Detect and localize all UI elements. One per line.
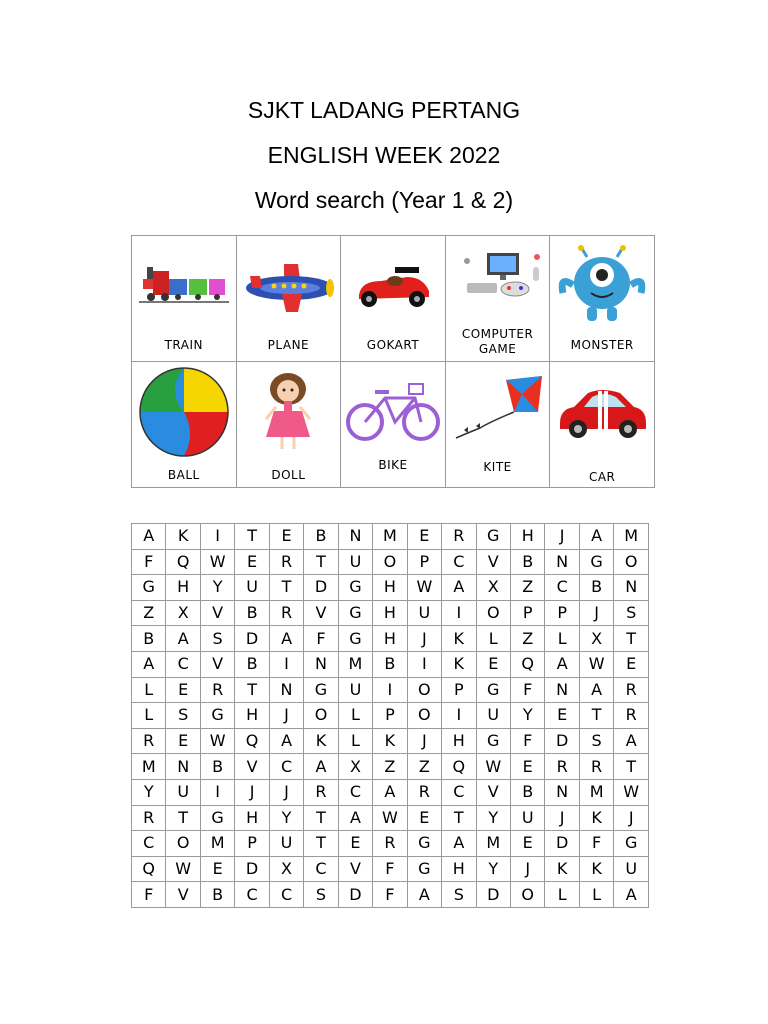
grid-letter-cell[interactable]: D	[304, 575, 338, 601]
grid-letter-cell[interactable]: I	[269, 651, 303, 677]
grid-letter-cell[interactable]: K	[442, 651, 476, 677]
grid-letter-cell[interactable]: E	[235, 549, 269, 575]
word-search-grid	[131, 523, 649, 908]
grid-letter-cell[interactable]: S	[579, 728, 613, 754]
grid-letter-cell[interactable]: V	[200, 651, 234, 677]
grid-letter-cell[interactable]: E	[476, 651, 510, 677]
grid-letter-cell[interactable]: R	[269, 549, 303, 575]
grid-letter-cell[interactable]: T	[166, 805, 200, 831]
grid-letter-cell[interactable]: G	[579, 549, 613, 575]
grid-letter-cell[interactable]: Y	[510, 703, 544, 729]
grid-letter-cell[interactable]: D	[338, 882, 372, 908]
grid-letter-cell[interactable]: L	[338, 728, 372, 754]
grid-letter-cell[interactable]: L	[476, 626, 510, 652]
grid-letter-cell[interactable]: Z	[373, 754, 407, 780]
grid-letter-cell[interactable]: M	[200, 831, 234, 857]
grid-letter-cell[interactable]: I	[407, 651, 441, 677]
picture-label: TRAIN	[164, 338, 203, 352]
grid-letter-cell[interactable]: E	[614, 651, 649, 677]
grid-letter-cell[interactable]: D	[476, 882, 510, 908]
grid-row	[132, 728, 649, 754]
car-icon	[554, 379, 650, 443]
grid-row	[132, 651, 649, 677]
grid-row	[132, 549, 649, 575]
grid-letter-cell[interactable]: E	[545, 703, 579, 729]
grid-letter-cell[interactable]: F	[510, 677, 544, 703]
grid-letter-cell[interactable]: H	[373, 575, 407, 601]
grid-letter-cell[interactable]: Q	[166, 549, 200, 575]
picture-label: GOKART	[366, 338, 420, 352]
grid-letter-cell[interactable]: X	[269, 856, 303, 882]
grid-letter-cell[interactable]: C	[545, 575, 579, 601]
grid-letter-cell[interactable]: R	[614, 677, 649, 703]
grid-letter-cell[interactable]: L	[545, 882, 579, 908]
grid-letter-cell[interactable]: Z	[510, 575, 544, 601]
grid-letter-cell[interactable]: B	[132, 626, 166, 652]
grid-letter-cell[interactable]: X	[338, 754, 372, 780]
grid-letter-cell[interactable]: A	[132, 651, 166, 677]
grid-letter-cell[interactable]: V	[476, 779, 510, 805]
picture-label: BALL	[167, 468, 200, 482]
grid-letter-cell[interactable]: U	[476, 703, 510, 729]
grid-letter-cell[interactable]: E	[510, 754, 544, 780]
grid-letter-cell[interactable]: F	[373, 856, 407, 882]
grid-letter-cell[interactable]: A	[338, 805, 372, 831]
grid-letter-cell[interactable]: E	[407, 805, 441, 831]
grid-letter-cell[interactable]: L	[579, 882, 613, 908]
grid-letter-cell[interactable]: K	[579, 856, 613, 882]
grid-letter-cell[interactable]: R	[442, 524, 476, 550]
grid-letter-cell[interactable]: C	[442, 779, 476, 805]
grid-letter-cell[interactable]: E	[338, 831, 372, 857]
grid-letter-cell[interactable]: Z	[510, 626, 544, 652]
picture-card-kite	[445, 362, 550, 488]
grid-letter-cell[interactable]: R	[304, 779, 338, 805]
grid-letter-cell[interactable]: F	[510, 728, 544, 754]
grid-letter-cell[interactable]: R	[407, 779, 441, 805]
grid-letter-cell[interactable]: M	[476, 831, 510, 857]
grid-letter-cell[interactable]: Y	[200, 575, 234, 601]
grid-letter-cell[interactable]: T	[579, 703, 613, 729]
grid-letter-cell[interactable]: G	[407, 856, 441, 882]
picture-label: COMPUTER GAME	[461, 327, 534, 356]
grid-letter-cell[interactable]: C	[269, 882, 303, 908]
grid-letter-cell[interactable]: D	[545, 831, 579, 857]
grid-letter-cell[interactable]: B	[304, 524, 338, 550]
grid-letter-cell[interactable]: N	[166, 754, 200, 780]
grid-letter-cell[interactable]: M	[373, 524, 407, 550]
grid-letter-cell[interactable]: W	[200, 728, 234, 754]
grid-letter-cell[interactable]: A	[407, 882, 441, 908]
grid-letter-cell[interactable]: G	[338, 626, 372, 652]
grid-row	[132, 882, 649, 908]
grid-letter-cell[interactable]: V	[476, 549, 510, 575]
picture-label: MONSTER	[570, 338, 634, 352]
grid-letter-cell[interactable]: A	[269, 626, 303, 652]
grid-letter-cell[interactable]: B	[579, 575, 613, 601]
monster-icon	[557, 245, 647, 329]
grid-letter-cell[interactable]: A	[442, 831, 476, 857]
grid-letter-cell[interactable]: P	[545, 600, 579, 626]
grid-letter-cell[interactable]: A	[373, 779, 407, 805]
grid-letter-cell[interactable]: V	[338, 856, 372, 882]
grid-letter-cell[interactable]: A	[442, 575, 476, 601]
grid-letter-cell[interactable]: C	[304, 856, 338, 882]
train-icon	[139, 257, 229, 317]
picture-card-train	[132, 236, 237, 362]
grid-letter-cell[interactable]: C	[338, 779, 372, 805]
grid-letter-cell[interactable]: N	[614, 575, 649, 601]
grid-letter-cell[interactable]: G	[476, 524, 510, 550]
grid-letter-cell[interactable]: O	[304, 703, 338, 729]
grid-letter-cell[interactable]: F	[132, 549, 166, 575]
kite-icon	[450, 372, 546, 442]
picture-card-car	[550, 362, 655, 488]
picture-label: CAR	[588, 470, 616, 484]
computer-game-icon	[453, 247, 543, 309]
picture-card-ball	[132, 362, 237, 488]
grid-letter-cell[interactable]: X	[166, 600, 200, 626]
grid-letter-cell[interactable]: R	[545, 754, 579, 780]
grid-letter-cell[interactable]: F	[304, 626, 338, 652]
grid-letter-cell[interactable]: Q	[510, 651, 544, 677]
grid-letter-cell[interactable]: P	[373, 703, 407, 729]
grid-letter-cell[interactable]: V	[166, 882, 200, 908]
grid-row	[132, 524, 649, 550]
grid-letter-cell[interactable]: O	[407, 677, 441, 703]
grid-letter-cell[interactable]: A	[614, 728, 649, 754]
grid-letter-cell[interactable]: Z	[407, 754, 441, 780]
grid-letter-cell[interactable]: U	[510, 805, 544, 831]
grid-letter-cell[interactable]: A	[579, 524, 613, 550]
grid-letter-cell[interactable]: N	[269, 677, 303, 703]
grid-letter-cell[interactable]: Y	[476, 805, 510, 831]
grid-letter-cell[interactable]: E	[407, 524, 441, 550]
grid-letter-cell[interactable]: A	[579, 677, 613, 703]
ball-icon	[136, 364, 232, 460]
grid-letter-cell[interactable]: Q	[442, 754, 476, 780]
doll-icon	[258, 371, 318, 455]
grid-row	[132, 600, 649, 626]
grid-letter-cell[interactable]: W	[200, 549, 234, 575]
plane-icon	[240, 254, 336, 320]
grid-letter-cell[interactable]: H	[235, 805, 269, 831]
grid-letter-cell[interactable]: T	[442, 805, 476, 831]
grid-letter-cell[interactable]: K	[304, 728, 338, 754]
grid-letter-cell[interactable]: C	[235, 882, 269, 908]
grid-row	[132, 703, 649, 729]
grid-letter-cell[interactable]: R	[132, 728, 166, 754]
grid-letter-cell[interactable]: H	[166, 575, 200, 601]
grid-letter-cell[interactable]: B	[373, 651, 407, 677]
grid-letter-cell[interactable]: J	[579, 600, 613, 626]
worksheet-subtitle: Word search (Year 1 & 2)	[254, 187, 514, 213]
grid-letter-cell[interactable]: V	[304, 600, 338, 626]
grid-letter-cell[interactable]: T	[235, 677, 269, 703]
grid-letter-cell[interactable]: A	[304, 754, 338, 780]
grid-letter-cell[interactable]: M	[132, 754, 166, 780]
grid-letter-cell[interactable]: L	[132, 677, 166, 703]
grid-letter-cell[interactable]: N	[304, 651, 338, 677]
picture-word-bank	[131, 235, 655, 488]
grid-letter-cell[interactable]: I	[442, 703, 476, 729]
grid-row	[132, 856, 649, 882]
grid-letter-cell[interactable]: L	[545, 626, 579, 652]
grid-letter-cell[interactable]: J	[235, 779, 269, 805]
grid-letter-cell[interactable]: C	[269, 754, 303, 780]
grid-letter-cell[interactable]: E	[269, 524, 303, 550]
grid-letter-cell[interactable]: T	[614, 754, 649, 780]
grid-letter-cell[interactable]: N	[545, 549, 579, 575]
grid-letter-cell[interactable]: J	[269, 779, 303, 805]
grid-row	[132, 626, 649, 652]
grid-letter-cell[interactable]: J	[407, 626, 441, 652]
grid-letter-cell[interactable]: T	[235, 524, 269, 550]
grid-letter-cell[interactable]: G	[200, 703, 234, 729]
grid-letter-cell[interactable]: R	[200, 677, 234, 703]
grid-letter-cell[interactable]: H	[442, 856, 476, 882]
picture-card-plane	[236, 236, 341, 362]
grid-letter-cell[interactable]: H	[235, 703, 269, 729]
grid-letter-cell[interactable]: O	[407, 703, 441, 729]
grid-row	[132, 831, 649, 857]
grid-letter-cell[interactable]: J	[545, 805, 579, 831]
grid-letter-cell[interactable]: U	[407, 600, 441, 626]
gokart-icon	[351, 259, 435, 315]
grid-letter-cell[interactable]: B	[200, 754, 234, 780]
grid-letter-cell[interactable]: R	[614, 703, 649, 729]
grid-letter-cell[interactable]: K	[545, 856, 579, 882]
grid-letter-cell[interactable]: E	[166, 728, 200, 754]
grid-letter-cell[interactable]: T	[269, 575, 303, 601]
picture-label: KITE	[483, 460, 512, 474]
grid-letter-cell[interactable]: J	[614, 805, 649, 831]
grid-letter-cell[interactable]: R	[269, 600, 303, 626]
grid-letter-cell[interactable]: O	[510, 882, 544, 908]
grid-row	[132, 779, 649, 805]
grid-letter-cell[interactable]: G	[132, 575, 166, 601]
picture-card-computer-game	[445, 236, 550, 362]
grid-letter-cell[interactable]: E	[510, 831, 544, 857]
grid-letter-cell[interactable]: G	[476, 728, 510, 754]
grid-letter-cell[interactable]: K	[442, 626, 476, 652]
grid-letter-cell[interactable]: R	[579, 754, 613, 780]
grid-letter-cell[interactable]: K	[166, 524, 200, 550]
grid-letter-cell[interactable]: O	[373, 549, 407, 575]
grid-letter-cell[interactable]: L	[132, 703, 166, 729]
grid-letter-cell[interactable]: I	[373, 677, 407, 703]
grid-letter-cell[interactable]: O	[166, 831, 200, 857]
grid-letter-cell[interactable]: R	[373, 831, 407, 857]
grid-letter-cell[interactable]: Q	[235, 728, 269, 754]
grid-letter-cell[interactable]: G	[614, 831, 649, 857]
grid-letter-cell[interactable]: W	[579, 651, 613, 677]
grid-letter-cell[interactable]: X	[579, 626, 613, 652]
grid-letter-cell[interactable]: P	[407, 549, 441, 575]
grid-letter-cell[interactable]: P	[442, 677, 476, 703]
grid-letter-cell[interactable]: M	[579, 779, 613, 805]
grid-letter-cell[interactable]: W	[373, 805, 407, 831]
grid-letter-cell[interactable]: A	[545, 651, 579, 677]
grid-letter-cell[interactable]: Y	[132, 779, 166, 805]
grid-letter-cell[interactable]: G	[304, 677, 338, 703]
grid-letter-cell[interactable]: B	[200, 882, 234, 908]
grid-letter-cell[interactable]: F	[373, 882, 407, 908]
grid-letter-cell[interactable]: C	[442, 549, 476, 575]
grid-letter-cell[interactable]: G	[407, 831, 441, 857]
grid-letter-cell[interactable]: J	[407, 728, 441, 754]
grid-letter-cell[interactable]: J	[545, 524, 579, 550]
grid-row	[132, 677, 649, 703]
worksheet-header	[0, 88, 768, 223]
grid-letter-cell[interactable]: M	[614, 524, 649, 550]
grid-letter-cell[interactable]: B	[235, 651, 269, 677]
grid-letter-cell[interactable]: J	[269, 703, 303, 729]
grid-letter-cell[interactable]: X	[476, 575, 510, 601]
grid-letter-cell[interactable]: T	[304, 549, 338, 575]
grid-letter-cell[interactable]: U	[235, 575, 269, 601]
bike-icon	[345, 378, 441, 444]
grid-letter-cell[interactable]: W	[166, 856, 200, 882]
grid-letter-cell[interactable]: W	[407, 575, 441, 601]
grid-letter-cell[interactable]: Y	[476, 856, 510, 882]
grid-letter-cell[interactable]: D	[235, 856, 269, 882]
grid-letter-cell[interactable]: I	[200, 524, 234, 550]
grid-letter-cell[interactable]: O	[476, 600, 510, 626]
grid-letter-cell[interactable]: G	[338, 575, 372, 601]
grid-letter-cell[interactable]: P	[510, 600, 544, 626]
picture-card-monster	[550, 236, 655, 362]
grid-letter-cell[interactable]: J	[510, 856, 544, 882]
grid-letter-cell[interactable]: H	[373, 626, 407, 652]
grid-letter-cell[interactable]: A	[614, 882, 649, 908]
grid-letter-cell[interactable]: Y	[269, 805, 303, 831]
picture-card-doll	[236, 362, 341, 488]
grid-row	[132, 805, 649, 831]
grid-letter-cell[interactable]: A	[132, 524, 166, 550]
grid-letter-cell[interactable]: N	[338, 524, 372, 550]
grid-letter-cell[interactable]: V	[200, 600, 234, 626]
school-name: SJKT LADANG PERTANG	[247, 97, 521, 123]
picture-label: BIKE	[378, 458, 408, 472]
grid-letter-cell[interactable]: H	[373, 600, 407, 626]
grid-letter-cell[interactable]: E	[166, 677, 200, 703]
grid-letter-cell[interactable]: M	[338, 651, 372, 677]
grid-letter-cell[interactable]: U	[166, 779, 200, 805]
grid-letter-cell[interactable]: E	[200, 856, 234, 882]
grid-letter-cell[interactable]: S	[442, 882, 476, 908]
grid-letter-cell[interactable]: H	[442, 728, 476, 754]
grid-letter-cell[interactable]: D	[235, 626, 269, 652]
grid-letter-cell[interactable]: U	[614, 856, 649, 882]
grid-letter-cell[interactable]: H	[510, 524, 544, 550]
grid-letter-cell[interactable]: V	[235, 754, 269, 780]
grid-letter-cell[interactable]: N	[545, 779, 579, 805]
grid-row	[132, 575, 649, 601]
grid-row	[132, 754, 649, 780]
grid-letter-cell[interactable]: D	[545, 728, 579, 754]
grid-letter-cell[interactable]: U	[269, 831, 303, 857]
event-title: ENGLISH WEEK 2022	[267, 142, 501, 168]
grid-letter-cell[interactable]: U	[338, 677, 372, 703]
picture-label: PLANE	[267, 338, 310, 352]
grid-letter-cell[interactable]: F	[579, 831, 613, 857]
grid-letter-cell[interactable]: U	[338, 549, 372, 575]
grid-letter-cell[interactable]: B	[235, 600, 269, 626]
grid-letter-cell[interactable]: Q	[132, 856, 166, 882]
grid-letter-cell[interactable]: R	[132, 805, 166, 831]
grid-letter-cell[interactable]: B	[510, 549, 544, 575]
grid-letter-cell[interactable]: S	[200, 626, 234, 652]
picture-label: DOLL	[271, 468, 306, 482]
grid-letter-cell[interactable]: F	[132, 882, 166, 908]
grid-letter-cell[interactable]: W	[614, 779, 649, 805]
grid-letter-cell[interactable]: C	[132, 831, 166, 857]
grid-letter-cell[interactable]: L	[338, 703, 372, 729]
grid-letter-cell[interactable]: S	[166, 703, 200, 729]
grid-letter-cell[interactable]: W	[476, 754, 510, 780]
grid-letter-cell[interactable]: K	[373, 728, 407, 754]
grid-letter-cell[interactable]: I	[442, 600, 476, 626]
grid-letter-cell[interactable]: K	[579, 805, 613, 831]
grid-letter-cell[interactable]: C	[166, 651, 200, 677]
grid-letter-cell[interactable]: B	[510, 779, 544, 805]
grid-letter-cell[interactable]: O	[614, 549, 649, 575]
grid-letter-cell[interactable]: G	[200, 805, 234, 831]
grid-letter-cell[interactable]: S	[304, 882, 338, 908]
grid-letter-cell[interactable]: G	[476, 677, 510, 703]
grid-letter-cell[interactable]: T	[614, 626, 649, 652]
picture-card-gokart	[341, 236, 446, 362]
grid-letter-cell[interactable]: N	[545, 677, 579, 703]
picture-card-bike	[341, 362, 446, 488]
grid-letter-cell[interactable]: A	[166, 626, 200, 652]
grid-letter-cell[interactable]: G	[338, 600, 372, 626]
grid-letter-cell[interactable]: T	[304, 831, 338, 857]
grid-letter-cell[interactable]: I	[200, 779, 234, 805]
grid-letter-cell[interactable]: Z	[132, 600, 166, 626]
grid-letter-cell[interactable]: S	[614, 600, 649, 626]
grid-letter-cell[interactable]: T	[304, 805, 338, 831]
grid-letter-cell[interactable]: A	[269, 728, 303, 754]
grid-letter-cell[interactable]: P	[235, 831, 269, 857]
